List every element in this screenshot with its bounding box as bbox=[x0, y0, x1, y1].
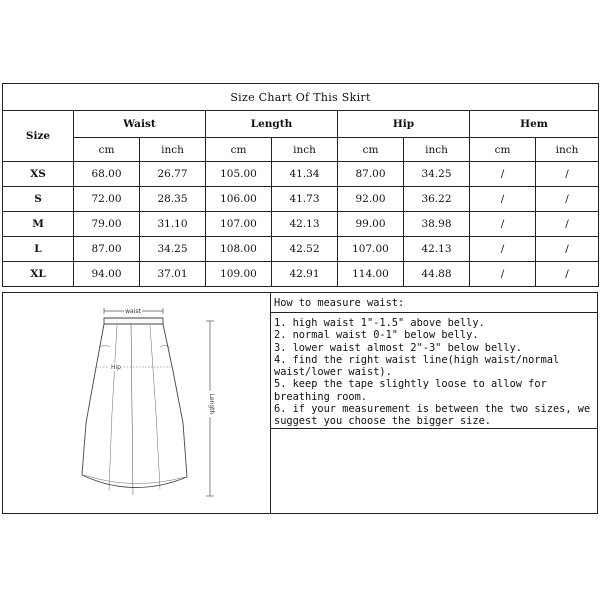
table-cell: / bbox=[536, 237, 599, 262]
table-cell: / bbox=[470, 262, 536, 287]
table-cell: / bbox=[536, 212, 599, 237]
skirt-outline bbox=[82, 318, 187, 495]
unit-header-row bbox=[3, 138, 599, 162]
table-cell: 114.00 bbox=[338, 262, 404, 287]
unit-header: inch bbox=[140, 138, 206, 162]
unit-header: cm bbox=[470, 138, 536, 162]
group-header-waist: Waist bbox=[74, 111, 206, 138]
table-cell: 37.01 bbox=[140, 262, 206, 287]
table-cell: 109.00 bbox=[206, 262, 272, 287]
skirt-diagram bbox=[3, 293, 270, 513]
size-chart-body bbox=[3, 84, 599, 287]
table-cell: 34.25 bbox=[404, 162, 470, 187]
table-cell: 94.00 bbox=[74, 262, 140, 287]
size-cell: S bbox=[3, 187, 74, 212]
measurement-guide bbox=[2, 292, 598, 514]
size-header: Size bbox=[3, 111, 74, 162]
table-cell: 106.00 bbox=[206, 187, 272, 212]
group-header-hip: Hip bbox=[338, 111, 470, 138]
skirt-figure bbox=[3, 293, 271, 513]
instruction-item: 4. find the right waist line(high waist/normal waist/lower waist). bbox=[274, 353, 566, 379]
table-cell: 72.00 bbox=[74, 187, 140, 212]
table-row bbox=[3, 162, 599, 187]
instruction-item: 2. normal waist 0-1" below belly. bbox=[274, 329, 479, 342]
size-cell: L bbox=[3, 237, 74, 262]
table-cell: 41.73 bbox=[272, 187, 338, 212]
table-cell: 34.25 bbox=[140, 237, 206, 262]
waist-label: waist bbox=[125, 308, 141, 315]
table-cell: 107.00 bbox=[338, 237, 404, 262]
instruction-item: 6. if your measurement is between the two sizes, we suggest you choose the bigger size. bbox=[274, 403, 597, 428]
table-row bbox=[3, 262, 599, 287]
table-cell: 41.34 bbox=[272, 162, 338, 187]
table-cell: 79.00 bbox=[74, 212, 140, 237]
table-cell: / bbox=[536, 262, 599, 287]
table-cell: 68.00 bbox=[74, 162, 140, 187]
group-header-length: Length bbox=[206, 111, 338, 138]
length-label: Length bbox=[208, 393, 215, 415]
table-cell: 44.88 bbox=[404, 262, 470, 287]
table-cell: / bbox=[470, 237, 536, 262]
table-cell: 92.00 bbox=[338, 187, 404, 212]
instructions-heading: How to measure waist: bbox=[271, 293, 597, 313]
table-cell: 42.13 bbox=[272, 212, 338, 237]
table-cell: 108.00 bbox=[206, 237, 272, 262]
table-cell: 107.00 bbox=[206, 212, 272, 237]
table-cell: 38.98 bbox=[404, 212, 470, 237]
table-row bbox=[3, 212, 599, 237]
table-cell: 31.10 bbox=[140, 212, 206, 237]
instruction-item: 1. high waist 1"-1.5" above belly. bbox=[274, 317, 485, 329]
size-cell: XS bbox=[3, 162, 74, 187]
group-header-row bbox=[3, 111, 599, 138]
unit-header: inch bbox=[536, 138, 599, 162]
table-cell: 26.77 bbox=[140, 162, 206, 187]
table-row bbox=[3, 187, 599, 212]
hip-dimension-line bbox=[97, 363, 173, 371]
group-header-hem: Hem bbox=[470, 111, 599, 138]
table-cell: 87.00 bbox=[74, 237, 140, 262]
table-cell: 28.35 bbox=[140, 187, 206, 212]
size-cell: M bbox=[3, 212, 74, 237]
unit-header: cm bbox=[74, 138, 140, 162]
table-cell: / bbox=[470, 212, 536, 237]
table-cell: / bbox=[536, 162, 599, 187]
table-cell: / bbox=[470, 187, 536, 212]
title-row bbox=[3, 84, 599, 111]
instruction-item: 3. lower waist almost 2"-3" below belly. bbox=[274, 341, 522, 354]
table-cell: / bbox=[470, 162, 536, 187]
table-cell: 36.22 bbox=[404, 187, 470, 212]
instructions-list bbox=[271, 313, 597, 429]
unit-header: cm bbox=[338, 138, 404, 162]
table-row bbox=[3, 237, 599, 262]
table-cell: 42.52 bbox=[272, 237, 338, 262]
unit-header: inch bbox=[272, 138, 338, 162]
instructions-panel bbox=[271, 293, 597, 513]
instruction-item: 5. keep the tape slightly loose to allow for breathing room. bbox=[274, 378, 553, 403]
table-cell: 87.00 bbox=[338, 162, 404, 187]
size-chart-table bbox=[2, 83, 599, 287]
table-title: Size Chart Of This Skirt bbox=[3, 84, 599, 111]
table-cell: 105.00 bbox=[206, 162, 272, 187]
unit-header: cm bbox=[206, 138, 272, 162]
table-cell: 99.00 bbox=[338, 212, 404, 237]
table-cell: 42.91 bbox=[272, 262, 338, 287]
table-cell: 42.13 bbox=[404, 237, 470, 262]
unit-header: inch bbox=[404, 138, 470, 162]
table-cell: / bbox=[536, 187, 599, 212]
hip-label: Hip bbox=[111, 364, 121, 371]
size-cell: XL bbox=[3, 262, 74, 287]
